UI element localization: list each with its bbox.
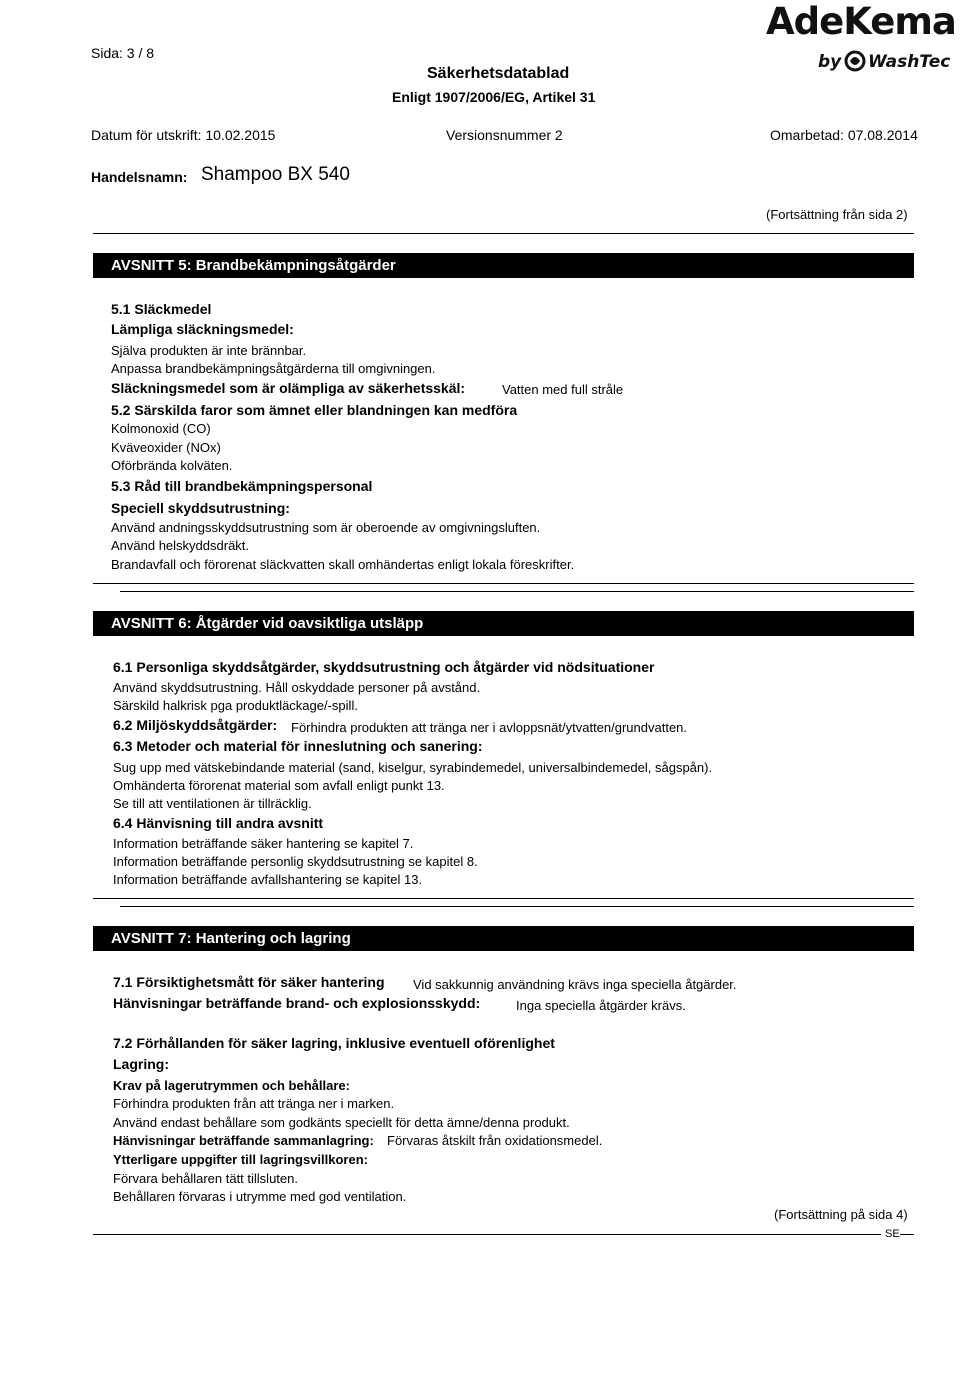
section-6-4-title: 6.4 Hänvisning till andra avsnitt: [113, 815, 324, 831]
reference-line: Information beträffande avfallshantering se kapitel 13.: [113, 872, 423, 887]
compatibility-value: Förvaras åtskilt från oxidationsmedel.: [387, 1133, 603, 1148]
section-6-2-label: 6.2 Miljöskyddsåtgärder:: [113, 717, 278, 733]
text-line: Sug upp med vätskebindande material (sand, kiselgur, syrabindemedel, universalbindemedel, sågspån).: [113, 760, 713, 775]
section-6-heading: AVSNITT 6: Åtgärder vid oavsiktliga utsläpp: [93, 611, 914, 636]
suitable-media-label: Lämpliga släckningsmedel:: [111, 321, 294, 337]
divider: [93, 583, 914, 584]
revision-date: Omarbetad: 07.08.2014: [770, 127, 918, 143]
further-storage-label: Ytterligare uppgifter till lagringsvillkoren:: [113, 1152, 368, 1167]
reference-line: Information beträffande personlig skyddsutrustning se kapitel 8.: [113, 854, 478, 869]
document-subtitle: Enligt 1907/2006/EG, Artikel 31: [392, 89, 596, 105]
washtec-swirl-icon: [844, 50, 866, 72]
logo-brand: AdeKema: [766, 0, 956, 43]
continued-to: (Fortsättning på sida 4): [774, 1207, 908, 1222]
section-5-1-title: 5.1 Släckmedel: [111, 301, 212, 317]
footer-rule-left: [93, 1234, 881, 1235]
continued-from: (Fortsättning från sida 2): [766, 207, 908, 222]
logo-by: by: [818, 52, 842, 72]
text-line: Själva produkten är inte brännbar.: [111, 343, 307, 358]
hazard-item: Kväveoxider (NOx): [111, 440, 221, 455]
text-line: Särskild halkrisk pga produktläckage/-spill.: [113, 698, 358, 713]
section-6-3-title: 6.3 Metoder och material för inneslutning och sanering:: [113, 738, 483, 754]
hazard-item: Kolmonoxid (CO): [111, 421, 211, 436]
reference-line: Information beträffande säker hantering se kapitel 7.: [113, 836, 414, 851]
text-line: Använd helskyddsdräkt.: [111, 538, 250, 553]
text-line: Se till att ventilationen är tillräcklig.: [113, 796, 312, 811]
footer-rule-right: [900, 1234, 914, 1235]
storage-label: Lagring:: [113, 1056, 169, 1072]
trade-name-label: Handelsnamn:: [91, 169, 188, 185]
text-line: Brandavfall och förorenat släckvatten skall omhändertas enligt lokala föreskrifter.: [111, 557, 575, 572]
divider: [120, 906, 914, 907]
storage-requirements-label: Krav på lagerutrymmen och behållare:: [113, 1078, 350, 1093]
text-line: Behållaren förvaras i utrymme med god ventilation.: [113, 1189, 407, 1204]
section-7-1-value: Vid sakkunnig användning krävs inga speciella åtgärder.: [413, 977, 737, 992]
page-number: Sida: 3 / 8: [91, 45, 155, 61]
text-line: Omhänderta förorenat material som avfall enligt punkt 13.: [113, 778, 445, 793]
text-line: Förvara behållaren tätt tillsluten.: [113, 1171, 298, 1186]
document-title: Säkerhetsdatablad: [427, 65, 570, 82]
header-rule: [93, 233, 914, 234]
unsuitable-media-label: Släckningsmedel som är olämpliga av säkerhetsskäl:: [111, 380, 466, 396]
section-5-3-title: 5.3 Råd till brandbekämpningspersonal: [111, 478, 373, 494]
text-line: Använd andningsskyddsutrustning som är oberoende av omgivningsluften.: [111, 520, 541, 535]
section-6-1-title: 6.1 Personliga skyddsåtgärder, skyddsutrustning och åtgärder vid nödsituationer: [113, 659, 655, 675]
company-logo: [766, 2, 958, 74]
section-5-2-title: 5.2 Särskilda faror som ämnet eller blandningen kan medföra: [111, 402, 518, 418]
text-line: Använd skyddsutrustning. Håll oskyddade personer på avstånd.: [113, 680, 481, 695]
text-line: Anpassa brandbekämpningsåtgärderna till omgivningen.: [111, 361, 436, 376]
logo-partner: WashTec: [868, 52, 951, 72]
section-7-1-label: 7.1 Försiktighetsmått för säker hantering: [113, 974, 385, 990]
version-number: Versionsnummer 2: [446, 127, 563, 143]
text-line: Använd endast behållare som godkänts speciellt för detta ämne/denna produkt.: [113, 1115, 570, 1130]
language-code: SE: [885, 1228, 900, 1240]
divider: [93, 898, 914, 899]
compatibility-label: Hänvisningar beträffande sammanlagring:: [113, 1133, 374, 1148]
section-7-2-title: 7.2 Förhållanden för säker lagring, inklusive eventuell oförenlighet: [113, 1035, 555, 1051]
unsuitable-media-value: Vatten med full stråle: [502, 382, 624, 397]
ppe-label: Speciell skyddsutrustning:: [111, 500, 290, 516]
text-line: Förhindra produkten från att tränga ner i marken.: [113, 1096, 395, 1111]
section-7-heading: AVSNITT 7: Hantering och lagring: [93, 926, 914, 951]
section-6-2-value: Förhindra produkten att tränga ner i avloppsnät/ytvatten/grundvatten.: [291, 720, 688, 735]
divider: [120, 591, 914, 592]
section-5-heading: AVSNITT 5: Brandbekämpningsåtgärder: [93, 253, 914, 278]
print-date: Datum för utskrift: 10.02.2015: [91, 127, 276, 143]
hazard-item: Oförbrända kolväten.: [111, 458, 233, 473]
fire-protection-label: Hänvisningar beträffande brand- och explosionsskydd:: [113, 995, 481, 1011]
trade-name: Shampoo BX 540: [201, 164, 350, 185]
fire-protection-value: Inga speciella åtgärder krävs.: [516, 998, 686, 1013]
